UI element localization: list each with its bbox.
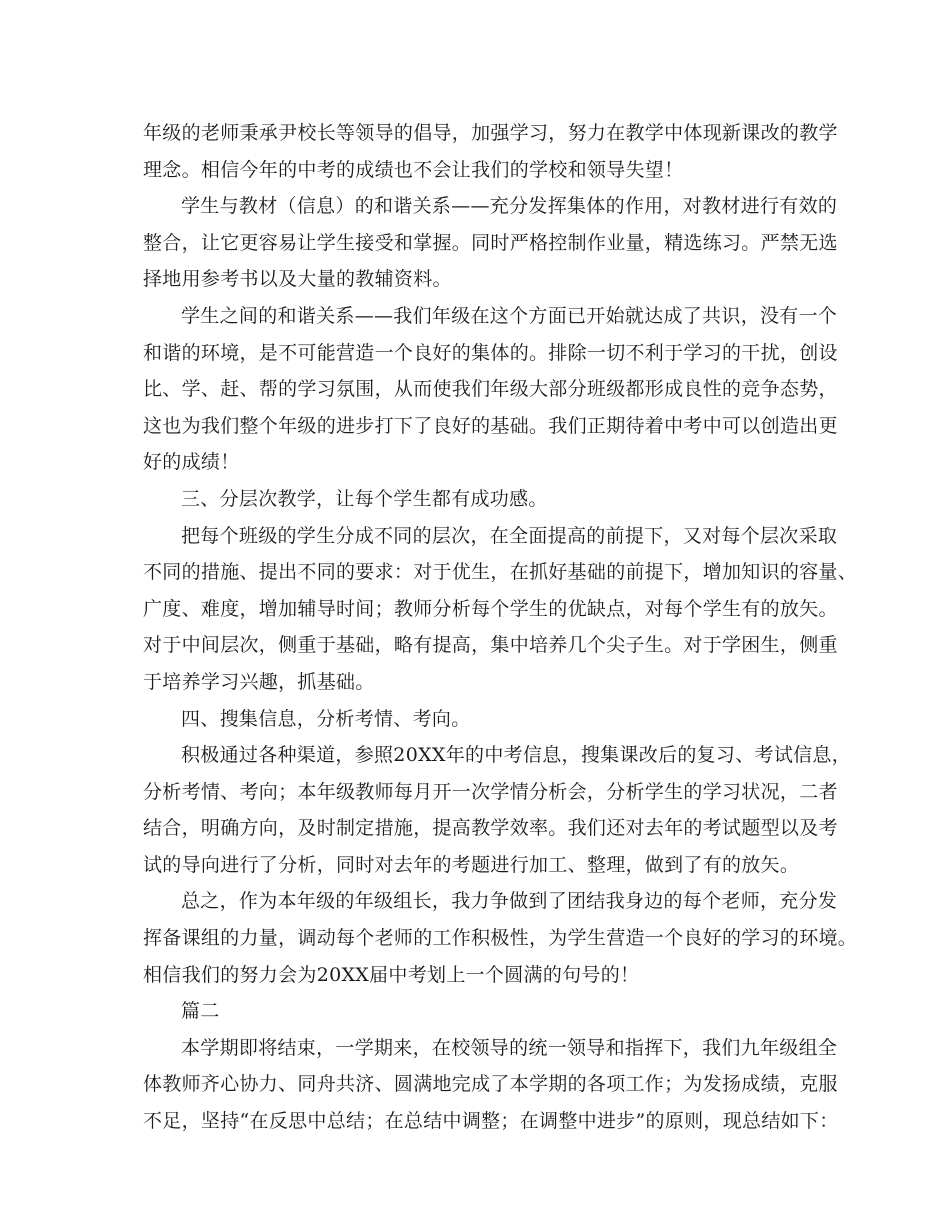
text-line: 广度、难度，增加辅导时间；教师分析每个学生的优缺点，对每个学生有的放矢。 [143,597,838,620]
text-line: 整合，让它更容易让学生接受和掌握。同时严格控制作业量，精选练习。严禁无选 [143,231,838,254]
text-line: 篇二 [181,1000,220,1023]
text-line: 学生与教材（信息）的和谐关系——充分发挥集体的作用，对教材进行有效的 [181,195,838,218]
document-body [143,115,858,1140]
text-line: 本学期即将结束，一学期来，在校领导的统一领导和指挥下，我们九年级组全 [181,1036,838,1059]
text-line: 对于中间层次，侧重于基础，略有提高，集中培养几个尖子生。对于学困生，侧重 [143,634,838,657]
text-line: 比、学、赶、帮的学习氛围，从而使我们年级大部分班级都形成良性的竞争态势， [143,378,838,401]
text-line: 年级的老师秉承尹校长等领导的倡导，加强学习，努力在教学中体现新课改的教学 [143,122,838,144]
text-line: 四、搜集信息，分析考情、考向。 [181,707,471,730]
text-line: 理念。相信今年的中考的成绩也不会让我们的学校和领导失望！ [143,158,684,181]
text-line: 学生之间的和谐关系——我们年级在这个方面已开始就达成了共识，没有一个 [181,304,838,327]
text-line: 挥备课组的力量，调动每个老师的工作积极性，为学生营造一个良好的学习的环境。 [143,927,858,950]
text-line: 分析考情、考向；本年级教师每月开一次学情分析会，分析学生的学习状况，二者 [143,780,838,803]
text-line: 好的成绩！ [143,451,240,474]
text-line: 总之，作为本年级的年级组长，我力争做到了团结我身边的每个老师，充分发 [181,890,838,913]
text-line: 体教师齐心协力、同舟共济、圆满地完成了本学期的各项工作；为发扬成绩，克服 [143,1073,838,1096]
text-line: 择地用参考书以及大量的教辅资料。 [143,268,452,291]
text-line: 这也为我们整个年级的进步打下了良好的基础。我们正期待着中考中可以创造出更 [143,414,838,437]
text-line: 相信我们的努力会为20XX届中考划上一个圆满的句号的！ [143,963,640,986]
text-line: 和谐的环境，是不可能营造一个良好的集体的。排除一切不利于学习的干扰，创设 [143,341,838,364]
text-line: 把每个班级的学生分成不同的层次，在全面提高的前提下，又对每个层次采取 [181,524,838,547]
text-line: 结合，明确方向，及时制定措施，提高教学效率。我们还对去年的考试题型以及考 [143,817,838,840]
text-line: 积极通过各种渠道，参照20XX年的中考信息，搜集课改后的复习、考试信息， [181,744,852,767]
text-line: 于培养学习兴趣，抓基础。 [143,670,375,693]
text-line: 不足，坚持“在反思中总结；在总结中调整；在调整中进步”的原则，现总结如下： [143,1110,839,1133]
text-line: 三、分层次教学，让每个学生都有成功感。 [181,487,548,510]
text-line: 试的导向进行了分析，同时对去年的考题进行加工、整理，做到了有的放矢。 [143,853,800,876]
text-line: 不同的措施、提出不同的要求：对于优生，在抓好基础的前提下，增加知识的容量、 [143,561,858,584]
